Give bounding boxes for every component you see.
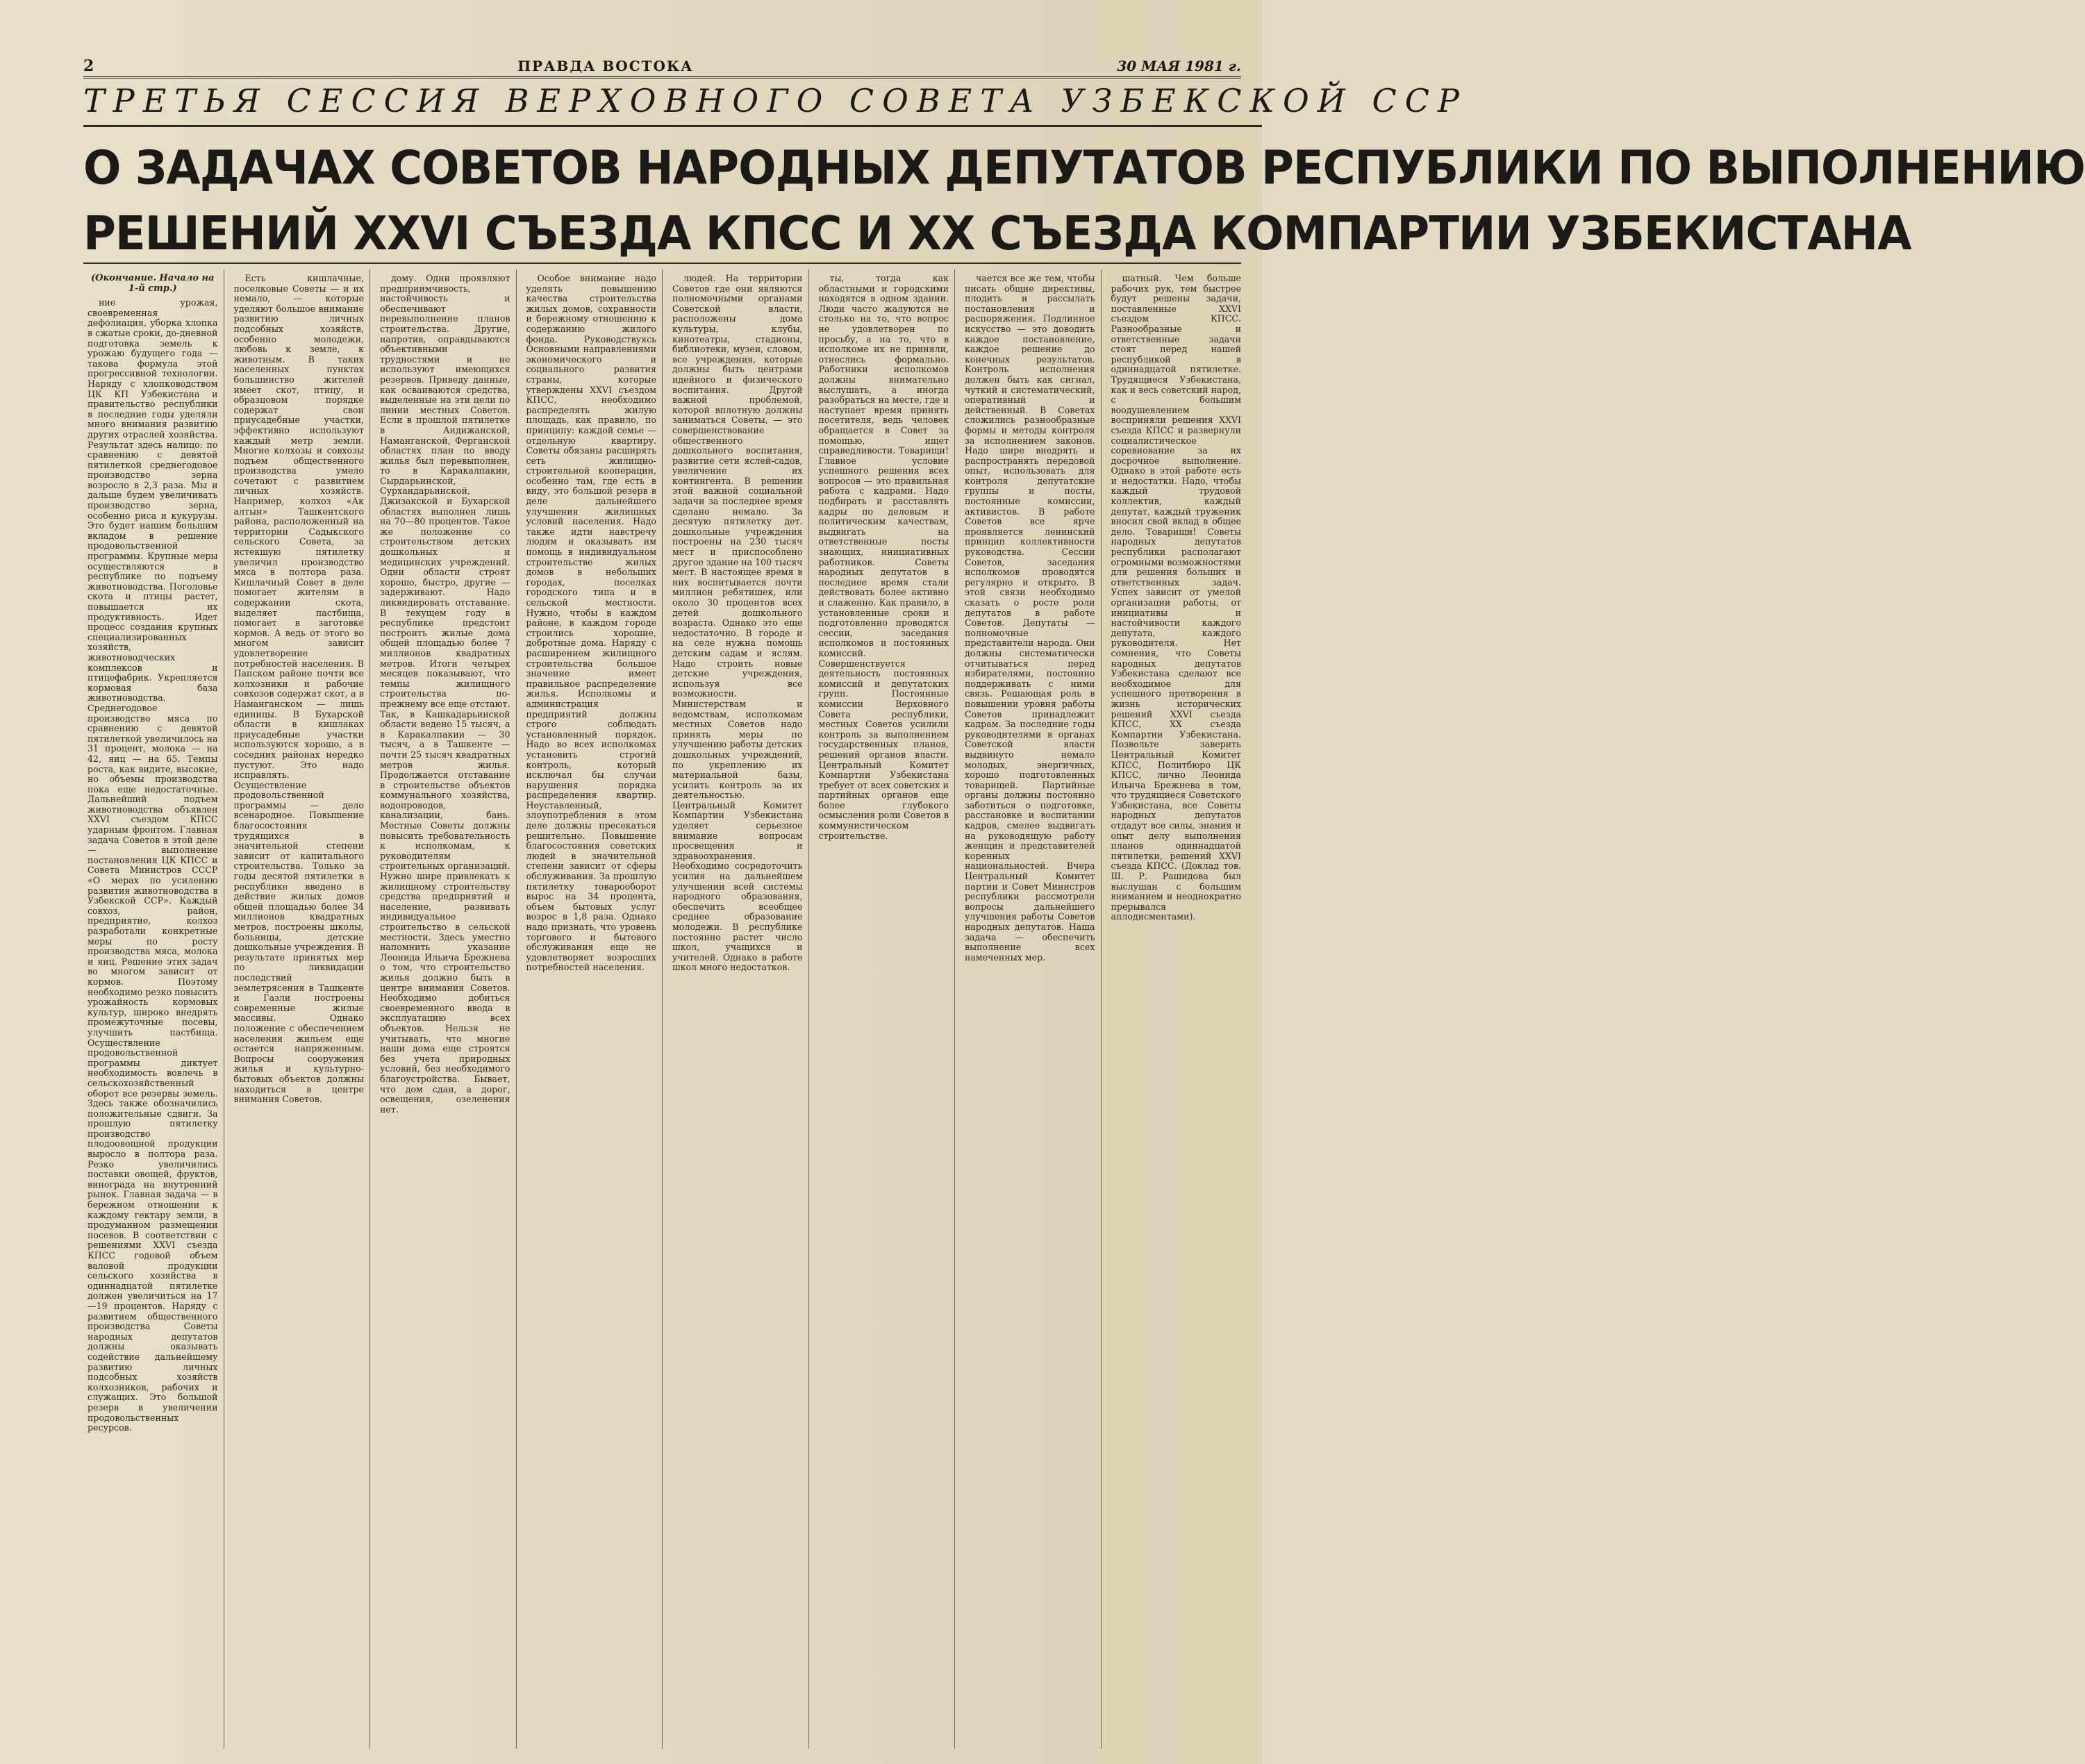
section-rubric: ТРЕТЬЯ СЕССИЯ ВЕРХОВНОГО СОВЕТА УЗБЕКСКОЙ ССР	[83, 82, 1262, 127]
column-text: ты, тогда как областными и городскими находятся в одном здании. Люди часто жалуются не столько на то, что вопрос не удовлетворен по просьбу, а на то, что в исполкоме их не приняли, отнеслись формально. Работники исполкомов должны внимательно выслушать, а иногда разобраться на месте, где и наступает время принять посетителя, ведь человек обращается в Совет за помощью, ищет справедливости. Товарищи! Главное условие успешного решения всех вопросов — это правильная работа с кадрами. Надо подбирать и расставлять кадры по деловым и политическим качествам, выдвигать на ответственные посты знающих, инициативных работников. Советы народных депутатов в последнее время стали действовать более активно и слаженно. Как правило, в установленные сроки и подготовленно проводятся сессии, заседания исполкомов и постоянных комиссий. Совершенствуется деятельность постоянных комиссий и депутатских групп. Постоянные комиссии Верховного Совета республики, местных Советов усилили контроль за выполнением государственных планов, решений органов власти. Центральный Комитет Компартии Узбекистана требует от всех советских и партийных органов еще более глубокого осмысления роли Советов в коммунистическом строительстве.	[818, 273, 949, 841]
column-2	[230, 269, 371, 1749]
column-text: ние урожая, своевременная дефолиация, уборка хлопка в сжатые сроки, до-дневной подготовка земель к урожаю будущего года — такова формула этой прогрессивной технологии. Наряду с хлопководством ЦК КП Узбекистана и правительство республики в последние годы уделяли много внимания развитию других отраслей хозяйства. Результат здесь налицо: по сравнению с девятой пятилеткой среднегодовое производство зерна возросло в 2,3 раза. Мы и дальше будем увеличивать производство зерна, особенно риса и кукурузы. Это будет нашим большим вкладом в решение продовольственной программы. Крупные меры осуществляются в республике по подъему животноводства. Поголовье скота и птицы растет, повышается их продуктивность. Идет процесс создания крупных специализированных хозяйств, животноводческих комплексов и птицефабрик. Укрепляется кормовая база животноводства. Среднегодовое производство мяса по сравнению с девятой пятилеткой увеличилось на 31 процент, молока — на 42, яиц — на 65. Темпы роста, как видите, высокие, но объемы производства пока еще недостаточные. Дальнейший подъем животноводства объявлен XXVI съездом КПСС ударным фронтом. Главная задача Советов в этой деле — выполнение постановления ЦК КПСС и Совета Министров СССР «О мерах по усилению развития животноводства в Узбекской ССР». Каждый совхоз, район, предприятие, колхоз разработали конкретные меры по росту производства мяса, молока и яиц. Решение этих задач во многом зависит от кормов. Поэтому необходимо резко повысить урожайность кормовых культур, широко внедрять промежуточные посевы, улучшить пастбища. Осуществление продовольственной программы диктует необходимость вовлечь в сельскохозяйственный оборот все резервы земель. Здесь также обозначились положительные сдвиги. За прошлую пятилетку производство плодоовощной продукции выросло в полтора раза. Резко увеличились поставки овощей, фруктов, винограда на внутренний рынок. Главная задача — в бережном отношении к каждому гектару земли, в продуманном размещении посевов. В соответствии с решениями XXVI съезда КПСС годовой объем валовой продукции сельского хозяйства в одиннадцатой пятилетке должен увеличиться на 17—19 процентов. Наряду с развитием общественного производства Советы народных депутатов должны оказывать содействие дальнейшему развитию личных подсобных хозяйств колхозников, рабочих и служащих. Это большой резерв в увеличении продовольственных ресурсов.	[88, 297, 218, 1433]
column-6	[815, 269, 956, 1749]
column-7	[961, 269, 1102, 1749]
column-3	[376, 269, 517, 1749]
article-body	[83, 269, 1247, 1749]
masthead	[83, 56, 1241, 78]
column-5	[668, 269, 809, 1749]
column-4	[522, 269, 663, 1749]
headline-line-2: РЕШЕНИЙ XXVI СЪЕЗДА КПСС И XX СЪЕЗДА КОМПАРТИИ УЗБЕКИСТАНА	[83, 206, 1911, 261]
column-text: дому. Одни проявляют предприимчивость, настойчивость и обеспечивают перевыполнение планов строительства. Другие, напротив, оправдываются объективными трудностями и не используют имеющихся резервов. Приведу данные, как осваиваются средства, выделенные на эти цели по линии местных Советов. Если в прошлой пятилетке в Андижанской, Наманганской, Ферганской областях план по вводу жилья был перевыполнен, то в Каракалпакии, Сырдарьинской, Сурхандарьинской, Джизакской и Бухарской областях выполнен лишь на 70—80 процентов. Такое же положение со строительством детских дошкольных и медицинских учреждений. Одни области строят хорошо, быстро, другие — задерживают. Надо ликвидировать отставание. В текущем году в республике предстоит построить жилые дома общей площадью более 7 миллионов квадратных метров. Итоги четырех месяцев показывают, что темпы жилищного строительства по-прежнему все еще отстают. Так, в Кашкадарьинской области ведено 15 тысяч, а в Каракалпакии — 30 тысяч, а в Ташкенте — почти 25 тысяч квадратных метров жилья. Продолжается отставание в строительстве объектов коммунального хозяйства, водопроводов, канализации, бань. Местные Советы должны повысить требовательность к исполкомам, к руководителям строительных организаций. Нужно шире привлекать к жилищному строительству средства предприятий и население, развивать индивидуальное строительство в сельской местности. Здесь уместно напомнить указание Леонида Ильича Брежнева о том, что строительство жилья должно быть в центре внимания Советов. Необходимо добиться своевременного ввода в эксплуатацию всех объектов. Нельзя не учитывать, что многие наши дома еще строятся без учета природных условий, без необходимого благоустройства. Бывает, что дом сдан, а дорог, освещения, озеленения нет.	[380, 273, 510, 1115]
headline-line-1: О ЗАДАЧАХ СОВЕТОВ НАРОДНЫХ ДЕПУТАТОВ РЕСПУБЛИКИ ПО ВЫПОЛНЕНИЮ	[83, 141, 2085, 196]
issue-date: 30 МАЯ 1981 г.	[1117, 58, 1241, 74]
continuation-note: (Окончание. Начало на 1-й стр.)	[91, 273, 215, 294]
column-text: шатный. Чем больше рабочих рук, тем быстрее будут решены задачи, поставленные XXVI съездом КПСС. Разнообразные и ответственные задачи стоят перед нашей республикой в одиннадцатой пятилетке. Трудящиеся Узбекистана, как и весь советский народ, с большим воодушевлением восприняли решения XXVI съезда КПСС и развернули социалистическое соревнование за их досрочное выполнение. Однако в этой работе есть и недостатки. Надо, чтобы каждый трудовой коллектив, каждый депутат, каждый труженик вносил свой вклад в общее дело. Товарищи! Советы народных депутатов республики располагают огромными возможностями для решения больших и ответственных задач. Успех зависит от умелой организации работы, от инициативы и настойчивости каждого депутата, каждого руководителя. Нет сомнения, что Советы народных депутатов Узбекистана сделают все необходимое для успешного претворения в жизнь исторических решений XXVI съезда КПСС, XX съезда Компартии Узбекистана. Позвольте заверить Центральный Комитет КПСС, Политбюро ЦК КПСС, лично Леонида Ильича Брежнева в том, что трудящиеся Советского Узбекистана, все Советы народных депутатов отдадут все силы, знания и опыт делу выполнения планов одиннадцатой пятилетки, решений XXVI съезда КПСС. (Доклад тов. Ш. Р. Рашидова был выслушан с большим вниманием и неоднократно прерывался аплодисментами).	[1111, 273, 1241, 922]
column-8	[1107, 269, 1247, 1749]
headline-rule	[83, 263, 1241, 264]
column-1	[83, 269, 224, 1749]
column-text: людей. На территории Советов где они являются полномочными органами Советской власти, расположены дома культуры, клубы, кинотеатры, стадионы, библиотеки, музеи, словом, все учреждения, которые должны быть центрами идейного и физического воспитания. Другой важной проблемой, которой вплотную должны заниматься Советы, — это совершенствование общественного дошкольного воспитания, развитие сети яслей-садов, увеличение их контингента. В решении этой важной социальной задачи за последнее время сделано немало. За десятую пятилетку дет. дошкольные учреждения построены на 230 тысяч мест и приспособлено другое здание на 100 тысяч мест. В настоящее время в них воспитывается почти миллион ребятишек, или около 30 процентов всех детей дошкольного возраста. Однако это еще недостаточно. В городе и на селе нужна помощь детским садам и яслям. Надо строить новые детские учреждения, используя все возможности. Министерствам и ведомствам, исполкомам местных Советов надо принять меры по улучшению работы детских дошкольных учреждений, по укреплению их материальной базы, усилить контроль за их деятельностью. Центральный Комитет Компартии Узбекистана уделяет серьезное внимание вопросам просвещения и здравоохранения. Необходимо сосредоточить усилия на дальнейшем улучшении всей системы народного образования, обеспечить всеобщее среднее образование молодежи. В республике постоянно растет число школ, учащихся и учителей. Однако в работе школ много недостатков.	[672, 273, 803, 973]
paper-name: ПРАВДА ВОСТОКА	[517, 58, 694, 74]
article-headline	[83, 135, 2085, 267]
page-number: 2	[83, 57, 94, 75]
column-text: Есть кишлачные, поселковые Советы — и их немало, — которые уделяют большое внимание развитию личных подсобных хозяйств, особенно молодежи, любовь к земле, к животным. В таких населенных пунктах большинство жителей имеет скот, птицу, и образцовом порядке содержат свои приусадебные участки, эффективно используют каждый метр земли. Многие колхозы и совхозы подъем общественного производства умело сочетают с развитием личных хозяйств. Например, колхоз «Ак алтын» Ташкентского района, расположенный на территории Садыкского сельского Совета, за истекшую пятилетку увеличил производство мяса в полтора раза. Кишлачный Совет в деле помогает жителям в содержании скота, выделяет пастбища, помогает в заготовке кормов. А ведь от этого во многом зависит удовлетворение потребностей населения. В Папском районе почти все колхозники и рабочие совхозов содержат скот, а в Наманганском — лишь единицы. В Бухарской области в кишлаках приусадебные участки используются хорошо, а в соседних районах нередко пустуют. Это надо исправлять. Осуществление продовольственной программы — дело всенародное. Повышение благосостояния трудящихся в значительной степени зависит от капитального строительства. Только за годы десятой пятилетки в республике введено в действие жилых домов общей площадью более 34 миллионов квадратных метров, построены школы, больницы, детские дошкольные учреждения. В результате принятых мер по ликвидации последствий землетрясения в Ташкенте и Газли построены современные жилые массивы. Однако положение с обеспечением населения жильем еще остается напряженным. Вопросы сооружения жилья и культурно-бытовых объектов должны находиться в центре внимания Советов.	[233, 273, 364, 1105]
column-text: Особое внимание надо уделять повышению качества строительства жилых домов, сохранности и бережному отношению к содержанию жилого фонда. Руководствуясь Основными направлениями экономического и социального развития страны, которые утверждены XXVI съездом КПСС, необходимо распределять жилую площадь, как правило, по принципу: каждой семье — отдельную квартиру. Советы обязаны расширять сеть жилищно-строительной кооперации, особенно там, где есть в виду, это большой резерв в деле дальнейшего улучшения жилищных условий населения. Надо также идти навстречу людям и оказывать им помощь в индивидуальном строительстве жилых домов в небольших городах, поселках городского типа и в сельской местности. Нужно, чтобы в каждом районе, в каждом городе строились хорошие, добротные дома. Наряду с расширением жилищного строительства большое значение имеет правильное распределение жилья. Исполкомы и администрация предприятий должны строго соблюдать установленный порядок. Надо во всех исполкомах установить строгий контроль, который исключал бы случаи нарушения порядка распределения квартир. Неуставленный, злоупотребления в этом деле должны пресекаться решительно. Повышение благосостояния советских людей в значительной степени зависит от сферы обслуживания. За прошлую пятилетку товарооборот вырос на 34 процента, объем бытовых услуг возрос в 1,8 раза. Однако надо признать, что уровень торгового и бытового обслуживания еще не удовлетворяет возросших потребностей населения.	[526, 273, 656, 973]
column-text: чается все же тем, чтобы писать общие директивы, плодить и рассылать постановления и распоряжения. Подлинное искусство — это доводить каждое постановление, каждое решение до конечных результатов. Контроль исполнения должен быть как сигнал, чуткий и систематический, оперативный и действенный. В Советах сложились разнообразные формы и методы контроля за исполнением законов. Надо шире внедрять и распространять передовой опыт, использовать для контроля депутатские группы и посты, постоянные комиссии, активистов. В работе Советов все ярче проявляется ленинский принцип коллективности руководства. Сессии Советов, заседания исполкомов проводятся регулярно и открыто. В этой связи необходимо сказать о росте роли депутатов в работе Советов. Депутаты — полномочные представители народа. Они должны систематически отчитываться перед избирателями, постоянно поддерживать с ними связь. Решающая роль в повышении уровня работы Советов принадлежит кадрам. За последние годы руководителями в органах Советской власти выдвинуто немало молодых, энергичных, хорошо подготовленных товарищей. Партийные органы должны постоянно заботиться о подготовке, расстановке и воспитании кадров, смелее выдвигать на руководящую работу женщин и представителей коренных национальностей. Вчера Центральный Комитет партии и Совет Министров республики рассмотрели вопросы дальнейшего улучшения работы Советов народных депутатов. Наша задача — обеспечить выполнение всех намеченных мер.	[965, 273, 1095, 963]
